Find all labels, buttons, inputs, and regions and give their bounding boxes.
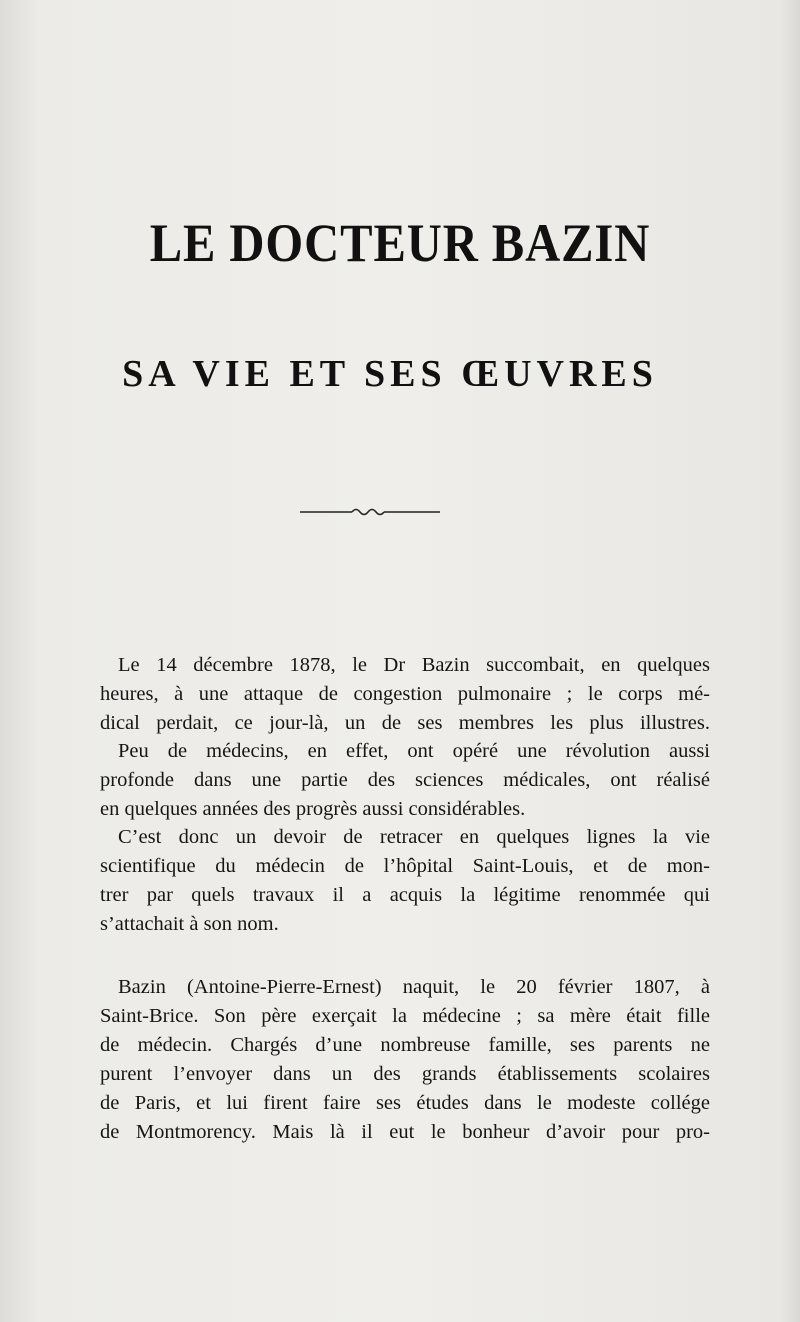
text-line: purent l’envoyer dans un des grands établissements scolaires: [100, 1063, 710, 1085]
page-title: LE DOCTEUR BAZIN: [149, 213, 651, 273]
text-line: en quelques années des progrès aussi considérables.: [100, 798, 526, 820]
text-line: dical perdait, ce jour-là, un de ses membres les plus illustres.: [100, 712, 710, 734]
text-line: scientifique du médecin de l’hôpital Saint-Louis, et de mon-: [100, 855, 710, 877]
text-line: heures, à une attaque de congestion pulmonaire ; le corps mé-: [100, 683, 710, 705]
text-line: trer par quels travaux il a acquis la légitime renommée qui: [100, 884, 710, 906]
paragraph-2: [100, 737, 710, 824]
text-line: de Montmorency. Mais là il eut le bonheur d’avoir pour pro-: [100, 1121, 710, 1143]
page-subtitle: SA VIE ET SES ŒUVRES: [122, 353, 658, 395]
text-line: de médecin. Chargés d’une nombreuse famille, ses parents ne: [100, 1034, 710, 1056]
text-line: Saint-Brice. Son père exerçait la médecine ; sa mère était fille: [100, 1005, 710, 1027]
text-line: Bazin (Antoine-Pierre-Ernest) naquit, le 20 février 1807, à: [118, 976, 710, 998]
text-line: Peu de médecins, en effet, ont opéré une révolution aussi: [118, 740, 710, 762]
ornament-divider: [300, 505, 440, 519]
text-line: de Paris, et lui firent faire ses études dans le modeste collége: [100, 1092, 710, 1114]
text-line: s’attachait à son nom.: [100, 913, 279, 935]
text-line: C’est donc un devoir de retracer en quelques lignes la vie: [118, 826, 710, 848]
paragraph-3: [100, 823, 710, 939]
text-line: profonde dans une partie des sciences médicales, ont réalisé: [100, 769, 710, 791]
text-line: Le 14 décembre 1878, le Dr Bazin succombait, en quelques: [118, 654, 710, 676]
paragraph-1: [100, 651, 710, 738]
paragraph-4: [100, 973, 710, 1147]
